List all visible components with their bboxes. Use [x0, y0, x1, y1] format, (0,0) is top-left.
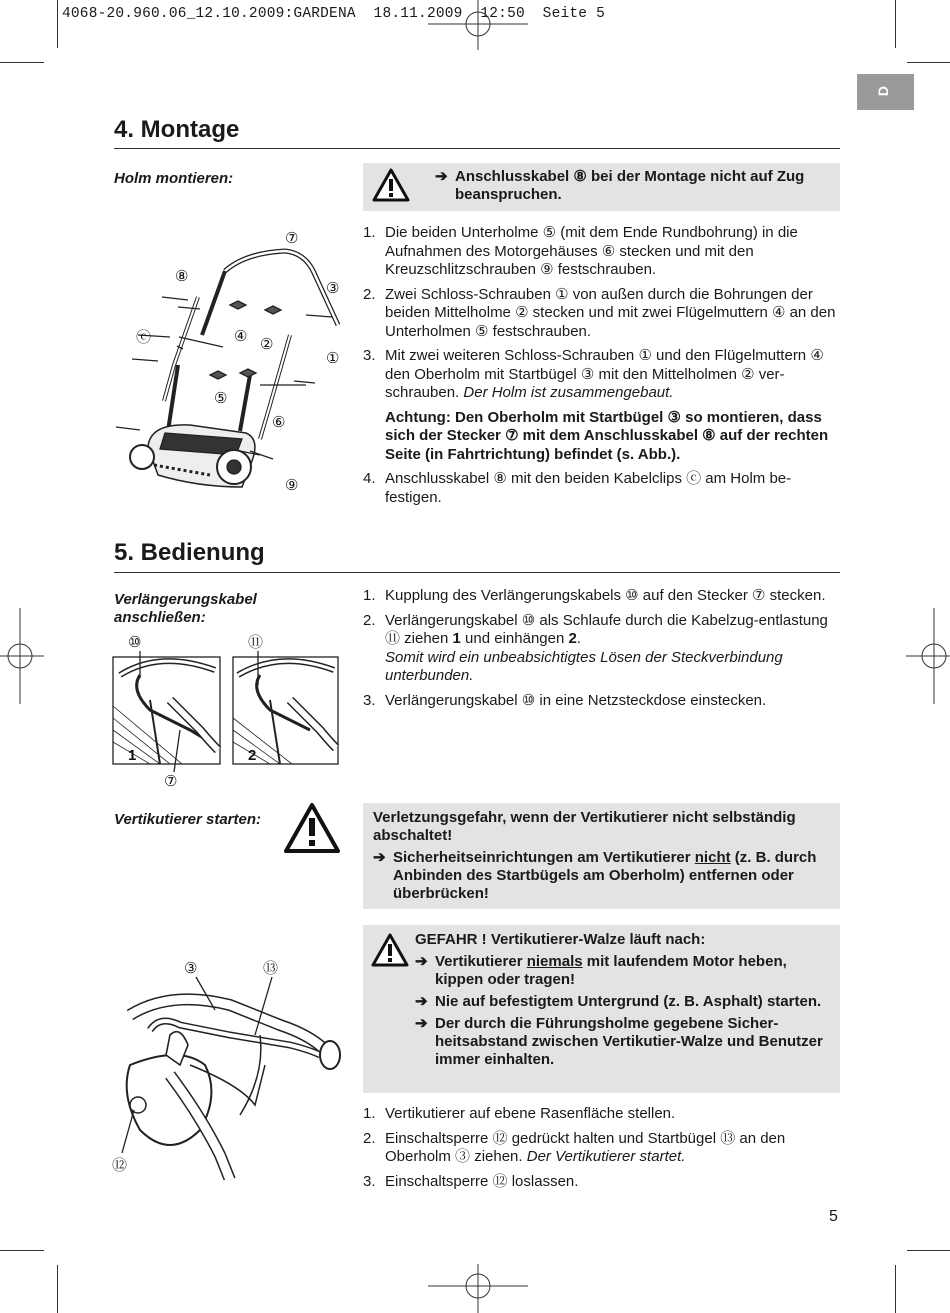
- section-heading-bedienung: 5. Bedienung: [114, 539, 265, 566]
- warning-box-gefahr: GEFAHR ! Vertikutierer-Walze läuft nach: ➔ Vertikutierer niemals mit laufendem Motor heben, kippen oder tragen! ➔ Nie auf befestigtem Untergrund (z. B. Asphalt) starten. ➔ Der durch die Führungsholme gegebene Sicher-heitsabstand zwischen Vertikutier-Walze und Benutzer immer einhalten.: [363, 925, 840, 1093]
- warning-triangle-icon: [371, 933, 409, 967]
- warning-line: ➔ Vertikutierer niemals mit laufendem Motor heben, kippen oder tragen!: [415, 953, 787, 988]
- figure-label: ⑧: [175, 268, 189, 285]
- warning-line: ➔ Der durch die Führungsholme gegebene Sicher-heitsabstand zwischen Vertikutier-Walze und Benutzer immer einhalten.: [415, 1015, 823, 1068]
- figure-label: ③: [326, 280, 340, 297]
- figure-label: ②: [260, 336, 274, 353]
- figure-label: ④: [234, 328, 248, 345]
- section-rule: [114, 148, 840, 149]
- figure-label: 1: [128, 747, 137, 764]
- list-item: 3. Mit zwei weiteren Schloss-Schrauben ① und den Flügelmuttern ④ den Oberholm mit Startbügel ③ mit den Mittelholmen ② ver-schrauben. Der Holm ist zusammengebaut. Achtung: Den Oberholm mit Startbügel ③ so montieren, dass sich der Stecker ⑦ mit dem Anschlusskabel ⑧ auf der rechten Seite (in Fahrtrichtung) befindet (s. Abb.).: [363, 347, 829, 463]
- side-label-kabel: Verlängerungskabel anschließen:: [114, 591, 257, 626]
- list-item: 2. Verlängerungskabel ⑩ als Schlaufe durch die Kabelzug-entlastung ⑪ ziehen 1 und einhängen 2. Somit wird ein unbeabsichtigtes Lösen der Steckverbindung unterbunden.: [363, 611, 828, 684]
- list-item: 3. Verlängerungskabel ⑩ in eine Netzsteckdose einstecken.: [363, 691, 767, 709]
- warning-line: ➔ Sicherheitseinrichtungen am Vertikutierer nicht (z. B. durch Anbinden des Startbügels am Oberholm) entfernen oder überbrücken!: [373, 849, 817, 902]
- warning-box-verletzung: Verletzungsgefahr, wenn der Vertikutierer nicht selbständig abschaltet! ➔ Sicherheitseinrichtungen am Vertikutierer nicht (z. B. durch Anbinden des Startbügels am Oberholm) entfernen oder überbrücken!: [363, 803, 840, 909]
- figure-label: ⑦: [164, 773, 178, 790]
- registration-mark-left: [0, 608, 44, 704]
- figure-label: ⑩: [128, 634, 142, 651]
- warning-text: ➔ Anschlusskabel ⑧ bei der Montage nicht auf Zug beanspruchen.: [435, 168, 805, 203]
- list-item: 4. Anschlusskabel ⑧ mit den beiden Kabelclips ⓒ am Holm be-festigen.: [363, 470, 792, 506]
- figure-label: ⑤: [214, 390, 228, 407]
- figure-label: ⑦: [285, 230, 299, 247]
- bedienung-steps-a: [363, 587, 840, 716]
- list-item: 1. Die beiden Unterholme ⑤ (mit dem Ende Rundbohrung) in die Aufnahmen des Motorgehäuses ⑥ stecken und mit den Kreuzschlitzschrauben ⑨ festschrauben.: [363, 224, 798, 278]
- section-heading-montage: 4. Montage: [114, 116, 240, 143]
- montage-steps: [363, 224, 840, 513]
- side-label-starten: Vertikutierer starten:: [114, 811, 261, 828]
- figure-label: ⑬: [263, 960, 279, 977]
- figure-label: 2: [248, 747, 257, 764]
- registration-mark-bottom: [428, 1264, 528, 1313]
- list-item: 1. Kupplung des Verlängerungskabels ⑩ auf den Stecker ⑦ stecken.: [363, 587, 826, 604]
- figure-cable-connect: [110, 630, 345, 790]
- list-item: 3. Einschaltsperre ⑫ loslassen.: [363, 1172, 579, 1190]
- list-item: 1. Vertikutierer auf ebene Rasenfläche stellen.: [363, 1105, 676, 1122]
- figure-handle-assembly: [110, 225, 350, 500]
- figure-start-handle: [110, 955, 345, 1180]
- page-number: 5: [829, 1208, 838, 1225]
- registration-mark-top: [428, 0, 528, 50]
- list-item: 2. Einschaltsperre ⑫ gedrückt halten und Startbügel ⑬ an den Oberholm ③ ziehen. Der Vertikutierer startet.: [363, 1129, 786, 1165]
- section-rule: [114, 572, 840, 573]
- warning-line: ➔ Nie auf befestigtem Untergrund (z. B. Asphalt) starten.: [415, 993, 822, 1010]
- figure-label: ③: [184, 960, 198, 977]
- warning-triangle-icon: [283, 802, 341, 854]
- figure-label: ⑥: [272, 414, 286, 431]
- registration-mark-right: [906, 608, 950, 704]
- language-tab: [857, 74, 914, 110]
- figure-label: ⑨: [285, 477, 299, 494]
- warning-triangle-icon: [372, 168, 410, 202]
- figure-label: ⑪: [248, 634, 264, 651]
- figure-label: ⑫: [112, 1157, 128, 1174]
- bedienung-steps-b: [363, 1105, 840, 1197]
- side-label-holm: Holm montieren:: [114, 170, 234, 187]
- list-item: 2. Zwei Schloss-Schrauben ① von außen durch die Bohrungen der beiden Mittelholme ② stecken und mit zwei Flügelmuttern ④ an den Unterholmen ⑤ festschrauben.: [363, 285, 836, 340]
- figure-label: ⓒ: [136, 329, 152, 346]
- language-tab-label: D: [875, 85, 892, 97]
- print-header: 4068-20.960.06_12.10.2009:GARDENA 18.11.2009 12:50 Seite 5: [62, 6, 605, 22]
- figure-label: ①: [326, 350, 340, 367]
- warning-box-montage: [363, 163, 840, 211]
